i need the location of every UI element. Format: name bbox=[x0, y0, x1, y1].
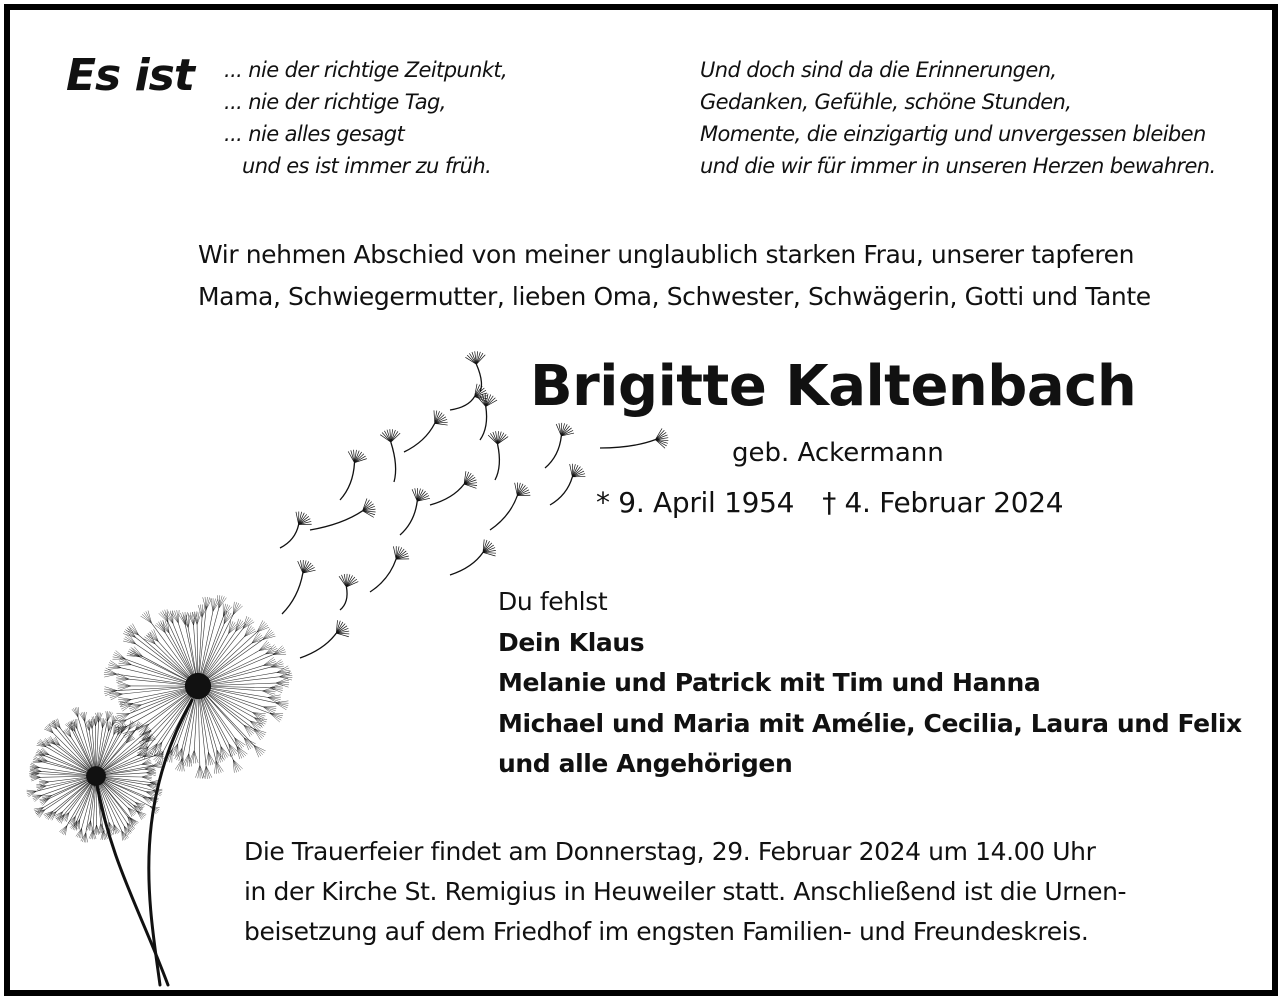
birth-date: * 9. April 1954 bbox=[596, 486, 795, 519]
dandelion-seed bbox=[310, 499, 376, 530]
poem-left-line: ... nie der richtige Tag, bbox=[224, 90, 446, 114]
dandelion-seed bbox=[404, 410, 448, 452]
poem-left bbox=[224, 54, 507, 182]
intro-line: Mama, Schwiegermutter, lieben Oma, Schwester, Schwägerin, Gotti und Tante bbox=[198, 282, 1151, 311]
poem-left-line: ... nie der richtige Zeitpunkt, bbox=[224, 58, 508, 82]
intro-text bbox=[198, 234, 1151, 318]
dandelion-seed bbox=[490, 483, 530, 530]
family-member-line: Dein Klaus bbox=[498, 627, 645, 657]
poem-left-line: und es ist immer zu früh. bbox=[242, 154, 492, 178]
dandelion-seed bbox=[450, 539, 496, 575]
death-date: † 4. Februar 2024 bbox=[822, 486, 1064, 519]
dandelion-head-small bbox=[27, 707, 164, 842]
birth-name: geb. Ackermann bbox=[732, 438, 944, 468]
dandelion-seed bbox=[600, 428, 668, 448]
dandelion-seed bbox=[282, 560, 316, 614]
dandelion-seed bbox=[370, 546, 409, 592]
family-member-line: Michael und Maria mit Amélie, Cecilia, Laura und Felix bbox=[498, 708, 1242, 738]
notice-line: Die Trauerfeier findet am Donnerstag, 29. Februar 2024 um 14.00 Uhr bbox=[244, 837, 1096, 866]
obituary-notice bbox=[4, 4, 1278, 996]
dandelion-seed bbox=[550, 464, 585, 505]
poem-right bbox=[700, 54, 1216, 182]
funeral-notice bbox=[244, 832, 1126, 952]
notice-line: beisetzung auf dem Friedhof im engsten Familien- und Freundeskreis. bbox=[244, 917, 1089, 946]
poem-right-line: Gedanken, Gefühle, schöne Stunden, bbox=[700, 90, 1072, 114]
dandelion-seed bbox=[545, 423, 574, 468]
dandelion-seed bbox=[450, 384, 488, 410]
family-signature bbox=[498, 582, 1242, 785]
dandelion-seed bbox=[400, 488, 430, 535]
dandelion-seed bbox=[488, 431, 508, 480]
poem-right-line: und die wir für immer in unseren Herzen bewahren. bbox=[700, 154, 1216, 178]
dandelion-seed bbox=[380, 429, 400, 482]
dandelion-seed bbox=[340, 450, 367, 500]
dandelion-seed bbox=[430, 471, 477, 505]
family-member-line: Melanie und Patrick mit Tim und Hanna bbox=[498, 668, 1041, 697]
poem-right-line: Und doch sind da die Erinnerungen, bbox=[700, 58, 1057, 82]
life-dates bbox=[596, 486, 1063, 519]
notice-line: in der Kirche St. Remigius in Heuweiler statt. Anschließend ist die Urnen- bbox=[244, 877, 1127, 906]
heading: Es ist bbox=[66, 50, 194, 101]
poem-left-line: ... nie alles gesagt bbox=[224, 122, 405, 146]
dandelion-seed bbox=[465, 351, 485, 392]
intro-line: Wir nehmen Abschied von meiner unglaublich starken Frau, unserer tapferen bbox=[198, 240, 1135, 269]
dandelion-seed bbox=[339, 574, 358, 610]
dandelion-seed bbox=[477, 394, 497, 440]
family-lead: Du fehlst bbox=[498, 587, 608, 616]
poem-right-line: Momente, die einzigartig und unvergessen bleiben bbox=[700, 122, 1206, 146]
dandelion-seed bbox=[300, 620, 349, 658]
family-member-line: und alle Angehörigen bbox=[498, 749, 793, 778]
dandelion-seed bbox=[280, 512, 312, 548]
deceased-name: Brigitte Kaltenbach bbox=[530, 354, 1137, 419]
